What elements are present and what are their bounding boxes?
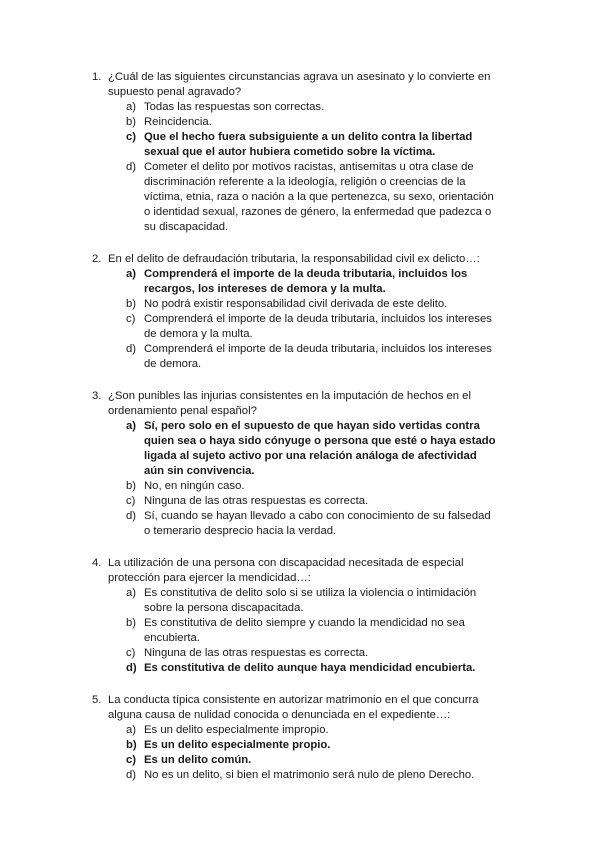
option-letter: c) bbox=[126, 754, 137, 766]
question-list bbox=[0, 70, 600, 783]
question-number: 2. bbox=[92, 253, 102, 265]
option-letter: a) bbox=[126, 724, 137, 736]
question-number: 5. bbox=[92, 694, 102, 706]
answer-option-b bbox=[0, 297, 498, 312]
option-text: Ninguna de las otras respuestas es correcta. bbox=[144, 647, 369, 659]
option-letter: b) bbox=[126, 739, 137, 751]
option-letter: a) bbox=[126, 420, 137, 432]
option-letter: c) bbox=[126, 131, 137, 143]
answer-option-a bbox=[0, 419, 498, 479]
question-5 bbox=[0, 693, 600, 783]
answer-option-c bbox=[0, 130, 498, 160]
answer-option-b bbox=[0, 616, 498, 646]
question-number: 1. bbox=[92, 71, 102, 83]
option-text: Es un delito especialmente propio. bbox=[144, 739, 331, 751]
option-text: Ninguna de las otras respuestas es correcta. bbox=[144, 495, 369, 507]
answer-options bbox=[0, 586, 600, 676]
option-text: Es constitutiva de delito solo si se utiliza la violencia o intimidación sobre la persona discapacitada. bbox=[144, 587, 477, 614]
option-letter: c) bbox=[126, 647, 136, 659]
answer-options bbox=[0, 100, 600, 235]
question-stem bbox=[0, 693, 492, 723]
option-text: No, en ningún caso. bbox=[144, 480, 245, 492]
question-3 bbox=[0, 389, 600, 539]
option-letter: a) bbox=[126, 268, 137, 280]
answer-option-c bbox=[0, 753, 498, 768]
option-text: Todas las respuestas son correctas. bbox=[144, 101, 325, 113]
answer-option-c bbox=[0, 494, 498, 509]
option-letter: d) bbox=[126, 769, 137, 781]
question-2 bbox=[0, 252, 600, 372]
option-text: Que el hecho fuera subsiguiente a un delito contra la libertad sexual que el autor hubiera cometido sobre la víctima. bbox=[144, 131, 473, 158]
option-text: Comprenderá el importe de la deuda tributaria, incluidos los intereses de demora. bbox=[144, 343, 492, 370]
question-stem bbox=[0, 389, 492, 419]
question-stem bbox=[0, 252, 492, 267]
question-text: ¿Cuál de las siguientes circunstancias agrava un asesinato y lo convierte en supuesto penal agravado? bbox=[108, 71, 491, 98]
option-text: Sí, cuando se hayan llevado a cabo con conocimiento de su falsedad o temerario desprecio hacia la verdad. bbox=[144, 510, 491, 537]
answer-option-a bbox=[0, 267, 498, 297]
answer-option-a bbox=[0, 723, 498, 738]
option-letter: a) bbox=[126, 101, 137, 113]
option-text: Reincidencia. bbox=[144, 116, 212, 128]
question-text: En el delito de defraudación tributaria, la responsabilidad civil ex delicto…: bbox=[108, 253, 480, 265]
option-letter: b) bbox=[126, 116, 137, 128]
option-text: Es un delito común. bbox=[144, 754, 252, 766]
answer-option-b bbox=[0, 479, 498, 494]
option-letter: d) bbox=[126, 161, 137, 173]
answer-options bbox=[0, 419, 600, 539]
answer-option-c bbox=[0, 646, 498, 661]
option-text: Es constitutiva de delito siempre y cuando la mendicidad no sea encubierta. bbox=[144, 617, 465, 644]
answer-options bbox=[0, 267, 600, 372]
answer-option-d bbox=[0, 768, 498, 783]
option-letter: b) bbox=[126, 298, 137, 310]
answer-option-b bbox=[0, 738, 498, 753]
question-stem bbox=[0, 556, 492, 586]
option-text: Cometer el delito por motivos racistas, antisemitas u otra clase de discriminación referente a la ideología, religión o creencias de la víctima, etnia, raza o nación a la que pertenezca, su sexo, orientación o identidad sexual, razones de género, la enfermedad que padezca o su discapacidad. bbox=[144, 161, 494, 233]
question-4 bbox=[0, 556, 600, 676]
option-text: Comprenderá el importe de la deuda tributaria, incluidos los intereses de demora y la multa. bbox=[144, 313, 492, 340]
question-number: 3. bbox=[92, 390, 102, 402]
option-text: Sí, pero solo en el supuesto de que hayan sido vertidas contra quien sea o haya sido cónyuge o persona que esté o haya estado ligada al sujeto activo por una relación análoga de afectividad aún sin convivencia. bbox=[144, 420, 496, 477]
option-text: No podrá existir responsabilidad civil derivada de este delito. bbox=[144, 298, 448, 310]
question-text: La conducta típica consistente en autorizar matrimonio en el que concurra alguna causa de nulidad conocida o denunciada en el expediente…: bbox=[108, 694, 479, 721]
option-letter: a) bbox=[126, 587, 137, 599]
option-letter: d) bbox=[126, 662, 137, 674]
question-stem bbox=[0, 70, 492, 100]
answer-option-a bbox=[0, 586, 498, 616]
answer-option-d bbox=[0, 509, 498, 539]
option-text: No es un delito, si bien el matrimonio será nulo de pleno Derecho. bbox=[144, 769, 475, 781]
answer-option-c bbox=[0, 312, 498, 342]
option-text: Es constitutiva de delito aunque haya mendicidad encubierta. bbox=[144, 662, 476, 674]
answer-option-d bbox=[0, 661, 498, 676]
question-text: La utilización de una persona con discapacidad necesitada de especial protección para ejercer la mendicidad…: bbox=[108, 557, 464, 584]
option-letter: b) bbox=[126, 617, 137, 629]
option-text: Es un delito especialmente impropio. bbox=[144, 724, 329, 736]
option-letter: c) bbox=[126, 313, 136, 325]
answer-option-a bbox=[0, 100, 498, 115]
answer-option-d bbox=[0, 160, 498, 235]
question-text: ¿Son punibles las injurias consistentes en la imputación de hechos en el ordenamiento penal español? bbox=[108, 390, 471, 417]
answer-option-d bbox=[0, 342, 498, 372]
question-1 bbox=[0, 70, 600, 235]
question-number: 4. bbox=[92, 557, 102, 569]
option-letter: d) bbox=[126, 510, 137, 522]
option-letter: b) bbox=[126, 480, 137, 492]
option-letter: d) bbox=[126, 343, 137, 355]
answer-options bbox=[0, 723, 600, 783]
option-letter: c) bbox=[126, 495, 136, 507]
option-text: Comprenderá el importe de la deuda tributaria, incluidos los recargos, los intereses de demora y la multa. bbox=[144, 268, 468, 295]
document-page bbox=[0, 70, 600, 800]
answer-option-b bbox=[0, 115, 498, 130]
